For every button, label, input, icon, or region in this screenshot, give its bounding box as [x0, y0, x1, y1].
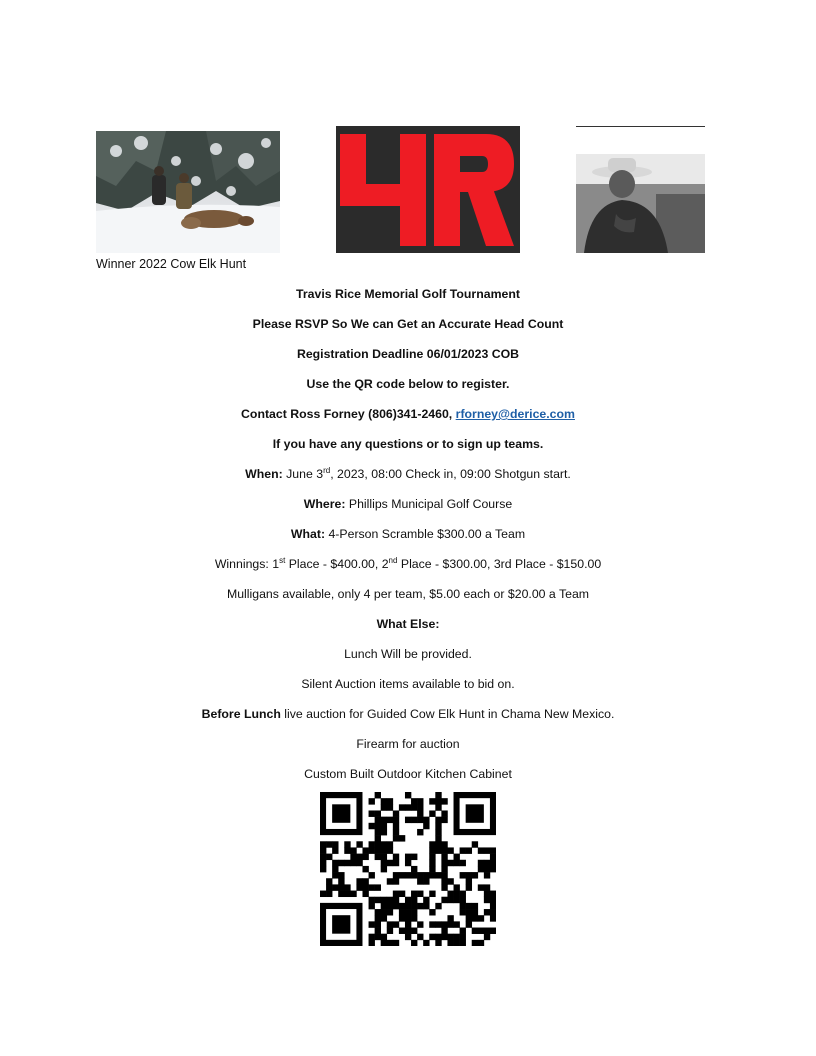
winnings-second: Place - $400.00, 2 [285, 557, 389, 571]
mulligans-line: Mulligans available, only 4 per team, $5.00 each or $20.00 a Team [226, 587, 590, 601]
elk-hunt-photo [96, 131, 280, 253]
registration-deadline: Registration Deadline 06/01/2023 COB [296, 347, 520, 361]
when-line [0, 466, 816, 482]
when-date: June 3 [282, 467, 324, 481]
before-lunch-label: Before Lunch [201, 707, 281, 721]
live-auction-value: live auction for Guided Cow Elk Hunt in Chama New Mexico. [280, 707, 615, 721]
winnings-line [0, 556, 816, 572]
portrait-photo [576, 154, 705, 253]
registration-qr-code[interactable] [320, 792, 496, 946]
what-label: What: [290, 527, 326, 541]
rsvp-line: Please RSVP So We can Get an Accurate Head Count [252, 317, 564, 331]
contact-email-link[interactable]: rforney@derice.com [455, 407, 575, 421]
when-details: , 2023, 08:00 Check in, 09:00 Shotgun start. [330, 467, 571, 481]
tournament-logo [336, 126, 520, 253]
contact-text: Contact Ross Forney (806)341-2460, [241, 407, 456, 421]
where-value: Phillips Municipal Golf Course [345, 497, 513, 511]
questions-line: If you have any questions or to sign up teams. [272, 437, 544, 451]
where-label: Where: [303, 497, 346, 511]
live-auction-line [0, 706, 816, 722]
winnings-third: Place - $300.00, 3rd Place - $150.00 [397, 557, 602, 571]
what-value: 4-Person Scramble $300.00 a Team [325, 527, 526, 541]
where-line [0, 496, 816, 512]
when-label: When: [245, 467, 283, 481]
winnings-first-suffix: st [279, 555, 286, 565]
when-date-suffix: rd [323, 465, 331, 475]
divider-line [576, 126, 705, 127]
what-else-heading: What Else: [376, 617, 440, 631]
winnings-second-suffix: nd [388, 555, 398, 565]
lunch-line: Lunch Will be provided. [344, 647, 472, 661]
qr-instruction: Use the QR code below to register. [306, 377, 510, 391]
tournament-title: Travis Rice Memorial Golf Tournament [296, 287, 520, 301]
firearm-line: Firearm for auction [356, 737, 460, 751]
contact-line [0, 406, 816, 422]
photo-caption: Winner 2022 Cow Elk Hunt [96, 257, 247, 271]
kitchen-cabinet-line: Custom Built Outdoor Kitchen Cabinet [304, 767, 512, 781]
winnings-first: Winnings: 1 [214, 557, 280, 571]
silent-auction-line: Silent Auction items available to bid on. [301, 677, 515, 691]
what-line [0, 526, 816, 542]
